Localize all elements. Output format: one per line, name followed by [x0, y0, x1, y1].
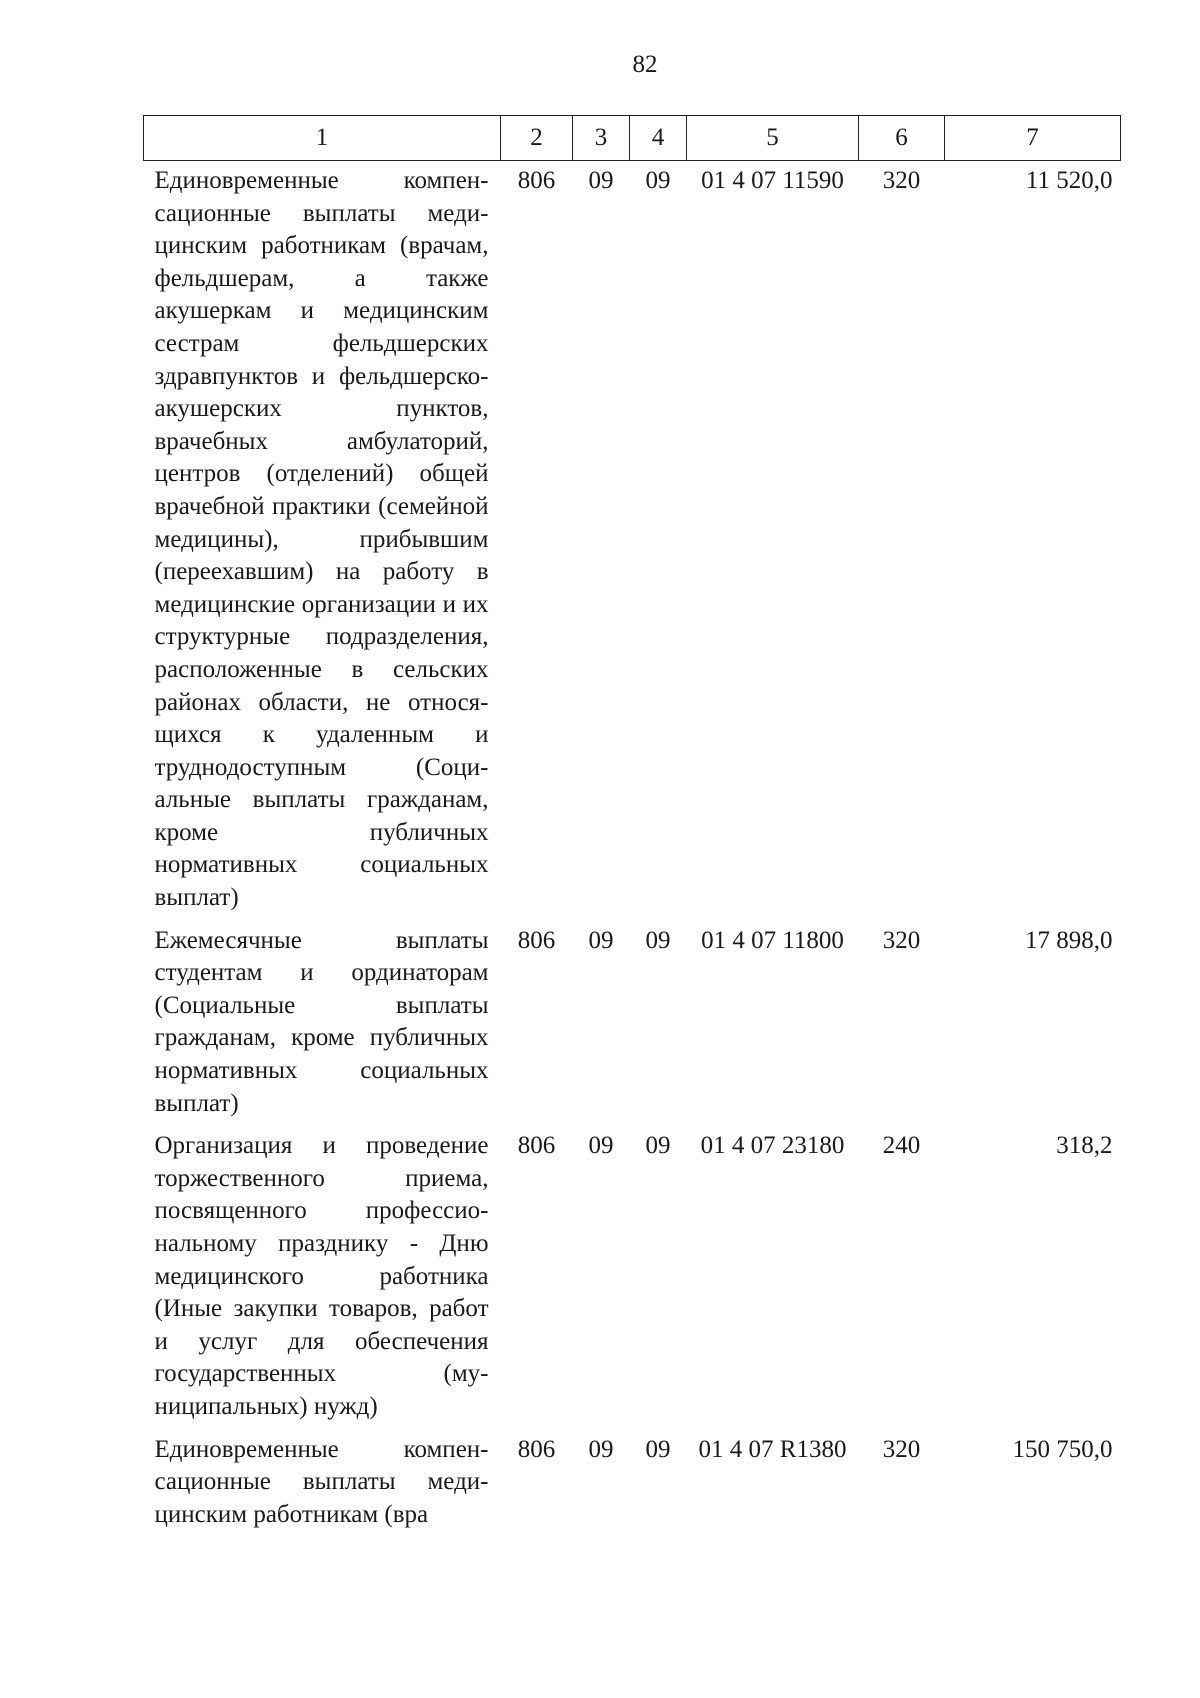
header-col-3: 3: [573, 116, 630, 161]
row-expense-type: 320: [882, 167, 921, 194]
row-target-article: 01 4 07 11590: [701, 167, 844, 194]
row-name: Ежемесячные выплаты студентам и ординаторам (Социальные выплаты гражданам, кроме публичных нормативных социальных выплат): [154, 926, 489, 1117]
row-ministry-code: 806: [517, 1132, 556, 1160]
row-expense-type: 320: [882, 926, 921, 954]
table-row: [144, 1130, 1121, 1433]
row-subsection-code: 09: [645, 926, 671, 954]
budget-table: [143, 115, 1121, 1541]
page-number: 82: [632, 51, 658, 78]
row-subsection-code: 09: [645, 1435, 671, 1463]
row-target-article: 01 4 07 23180: [700, 1132, 845, 1160]
row-name: Организация и проведение торжественного приема, посвященного профессиональному празднику - Дню медицинского работника (Иные закупки товаров, работ и услуг для обеспечения государственных (муниципальных) нужд): [154, 1132, 489, 1420]
table-row: [144, 925, 1121, 1131]
table-body: [144, 161, 1121, 1542]
row-amount: 11 520,0: [1025, 167, 1113, 194]
header-col-4: 4: [630, 116, 687, 161]
header-col-1: 1: [144, 116, 501, 161]
row-name: Единовременные компенсационные выплаты медицинским работникам (врачам, фельдшерам, а также акушеркам и медицинским сестрам фельдшерских здравпунктов и фельдшерско-акушерских пунктов, врачебных амбулаторий, центров (отделений) общей врачебной практики (семейной медицины), прибывшим (переехавшим) на работу в медицинские организации и их структурные подразделения, расположенные в сельских районах области, не относящихся к удаленным и труднодоступным (Социальные выплаты гражданам, кроме публичных нормативных социальных выплат): [154, 167, 489, 912]
header-col-7: 7: [945, 116, 1121, 161]
header-col-2: 2: [501, 116, 573, 161]
row-name: Единовременные компенсационные выплаты медицинским работникам (вра: [154, 1435, 489, 1528]
row-expense-type: 240: [882, 1132, 921, 1160]
header-row: [144, 116, 1121, 161]
table-row: [144, 161, 1121, 925]
row-amount: 318,2: [1056, 1132, 1113, 1160]
table-row: [144, 1434, 1121, 1542]
table-header: [144, 116, 1121, 161]
header-col-5: 5: [687, 116, 859, 161]
row-section-code: 09: [588, 1132, 614, 1160]
row-section-code: 09: [588, 1435, 614, 1463]
row-amount: 17 898,0: [1025, 926, 1113, 954]
row-expense-type: 320: [882, 1435, 921, 1463]
row-target-article: 01 4 07 R1380: [698, 1435, 847, 1463]
row-section-code: 09: [588, 167, 614, 194]
row-amount: 150 750,0: [1012, 1435, 1113, 1463]
row-ministry-code: 806: [517, 926, 556, 954]
row-ministry-code: 806: [517, 167, 556, 194]
header-col-6: 6: [859, 116, 945, 161]
row-subsection-code: 09: [645, 1132, 671, 1160]
row-section-code: 09: [588, 926, 614, 954]
row-subsection-code: 09: [645, 167, 671, 194]
row-target-article: 01 4 07 11800: [701, 926, 844, 954]
row-ministry-code: 806: [517, 1435, 556, 1463]
